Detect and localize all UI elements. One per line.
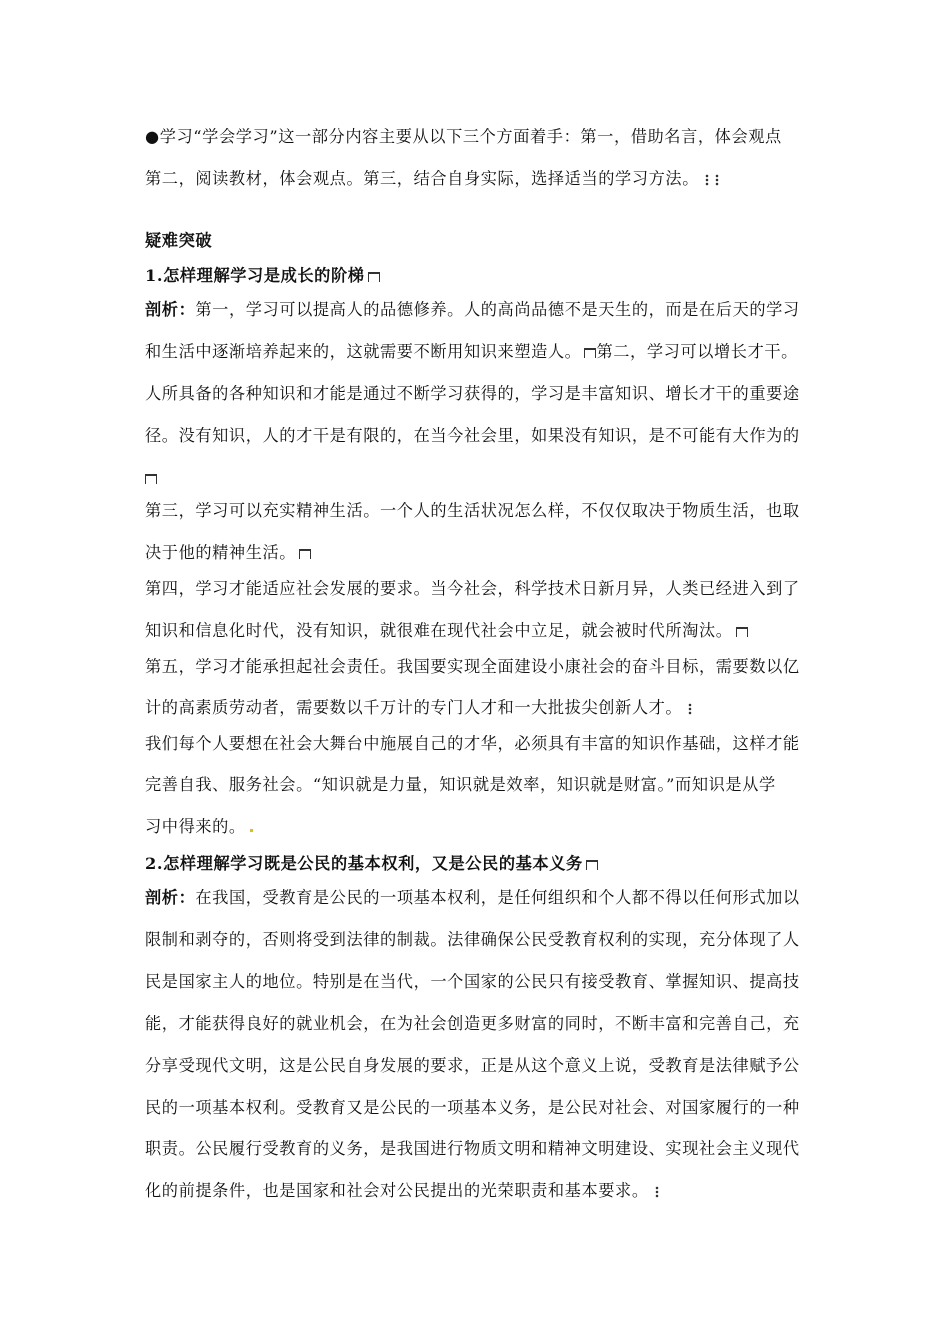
q1-para4-line-2	[145, 620, 748, 642]
q1-line-3	[145, 383, 800, 405]
intro-line-1	[145, 126, 782, 148]
question-2-title-text: 2.怎样理解学习既是公民的基本权利，又是公民的基本义务	[145, 854, 583, 873]
q1-text: 第三，学习可以充实精神生活。一个人的生活状况怎么样，不仅仅取决于物质生活，也取	[145, 501, 800, 520]
q2-text: 能，才能获得良好的就业机会，在为社会创造更多财富的同时，不断丰富和完善自己，充	[145, 1014, 800, 1033]
q1-para4-line-1	[145, 578, 800, 600]
q1-text: 知识和信息化时代，没有知识，就很难在现代社会中立足，就会被时代所淘汰。	[145, 621, 733, 640]
q1-line-4	[145, 425, 800, 447]
bracket-mark	[584, 348, 596, 358]
intro-line-2	[145, 168, 719, 190]
q1-text: 第五，学习才能承担起社会责任。我国要实现全面建设小康社会的奋斗目标，需要数以亿	[145, 657, 800, 676]
bracket-mark	[368, 272, 380, 282]
q2-text: 民是国家主人的地位。特别是在当代，一个国家的公民只有接受教育、掌握知识、提高技	[145, 972, 800, 991]
question-1-title-text: 1.怎样理解学习是成长的阶梯	[145, 266, 365, 285]
q1-para6-line-1	[145, 733, 800, 755]
bracket-mark	[736, 627, 748, 637]
bracket-mark	[586, 860, 598, 870]
q2-text: 在我国，受教育是公民的一项基本权利，是任何组织和个人都不得以任何形式加以	[195, 888, 800, 907]
q1-text: 径。没有知识，人的才干是有限的，在当今社会里，如果没有知识，是不可能有大作为的	[145, 426, 800, 445]
q1-text: 第四，学习才能适应社会发展的要求。当今社会，科学技术日新月异，人类已经进入到了	[145, 579, 800, 598]
q2-line-8	[145, 1180, 659, 1202]
q1-text: 人所具备的各种知识和才能是通过不断学习获得的，学习是丰富知识、增长才干的重要途	[145, 384, 800, 403]
q1-para5-line-1	[145, 656, 800, 678]
q2-line-7	[145, 1138, 800, 1160]
intro-text-2: 第二，阅读教材，体会观点。第三，结合自身实际，选择适当的学习方法。	[145, 169, 699, 188]
q1-para3-line-2	[145, 542, 311, 564]
q2-text: 职责。公民履行受教育的义务，是我国进行物质文明和精神文明建设、实现社会主义现代	[145, 1139, 800, 1158]
q2-line-3	[145, 971, 800, 993]
q2-line-5	[145, 1055, 800, 1077]
q1-line-2	[145, 341, 798, 363]
section-title: 疑难突破	[145, 231, 213, 250]
q1-para6-line-3	[145, 816, 253, 838]
q1-para6-line-2	[145, 774, 776, 796]
analysis-label: 剖析：	[145, 888, 196, 907]
intro-text-1: ●学习“学会学习”这一部分内容主要从以下三个方面着手：第一，借助名言，体会观点	[145, 127, 782, 146]
bracket-mark	[299, 549, 311, 559]
q1-line-1	[145, 299, 800, 321]
bracket-mark	[145, 474, 157, 484]
dots-mark	[688, 703, 692, 715]
q2-text: 化的前提条件，也是国家和社会对公民提出的光荣职责和基本要求。	[145, 1181, 649, 1200]
question-2-title	[145, 853, 598, 875]
q1-text: 决于他的精神生活。	[145, 543, 297, 562]
q1-text: 计的高素质劳动者，需要数以千万计的专门人才和一大批拔尖创新人才。	[145, 698, 683, 717]
dots-mark	[705, 174, 709, 186]
q1-text: 第一，学习可以提高人的品德修养。人的高尚品德不是天生的，而是在后天的学习	[195, 300, 800, 319]
q1-text: 我们每个人要想在社会大舞台中施展自己的才华，必须具有丰富的知识作基础，这样才能	[145, 734, 800, 753]
dots-mark	[715, 174, 719, 186]
analysis-label: 剖析：	[145, 300, 196, 319]
q1-para5-line-2	[145, 697, 692, 719]
q2-line-1	[145, 887, 800, 909]
q2-line-6	[145, 1097, 800, 1119]
q1-text: 和生活中逐渐培养起来的，这就需要不断用知识来塑造人。	[145, 342, 582, 361]
highlight-dot	[250, 829, 253, 832]
q1-text: 习中得来的。	[145, 817, 246, 836]
q2-text: 民的一项基本权利。受教育又是公民的一项基本义务，是公民对社会、对国家履行的一种	[145, 1098, 800, 1117]
q1-text: 第二，学习可以增长才干。	[596, 342, 798, 361]
q2-line-4	[145, 1013, 800, 1035]
q1-para3-line-1	[145, 500, 800, 522]
q2-line-2	[145, 929, 800, 951]
q2-text: 分享受现代文明，这是公民自身发展的要求，正是从这个意义上说，受教育是法律赋予公	[145, 1056, 800, 1075]
question-1-title	[145, 265, 380, 287]
q2-text: 限制和剥夺的，否则将受到法律的制裁。法律确保公民受教育权利的实现，充分体现了人	[145, 930, 800, 949]
q1-line-5	[145, 467, 157, 489]
q1-text: 完善自我、服务社会。“知识就是力量，知识就是效率，知识就是财富。”而知识是从学	[145, 775, 776, 794]
dots-mark	[655, 1186, 659, 1198]
